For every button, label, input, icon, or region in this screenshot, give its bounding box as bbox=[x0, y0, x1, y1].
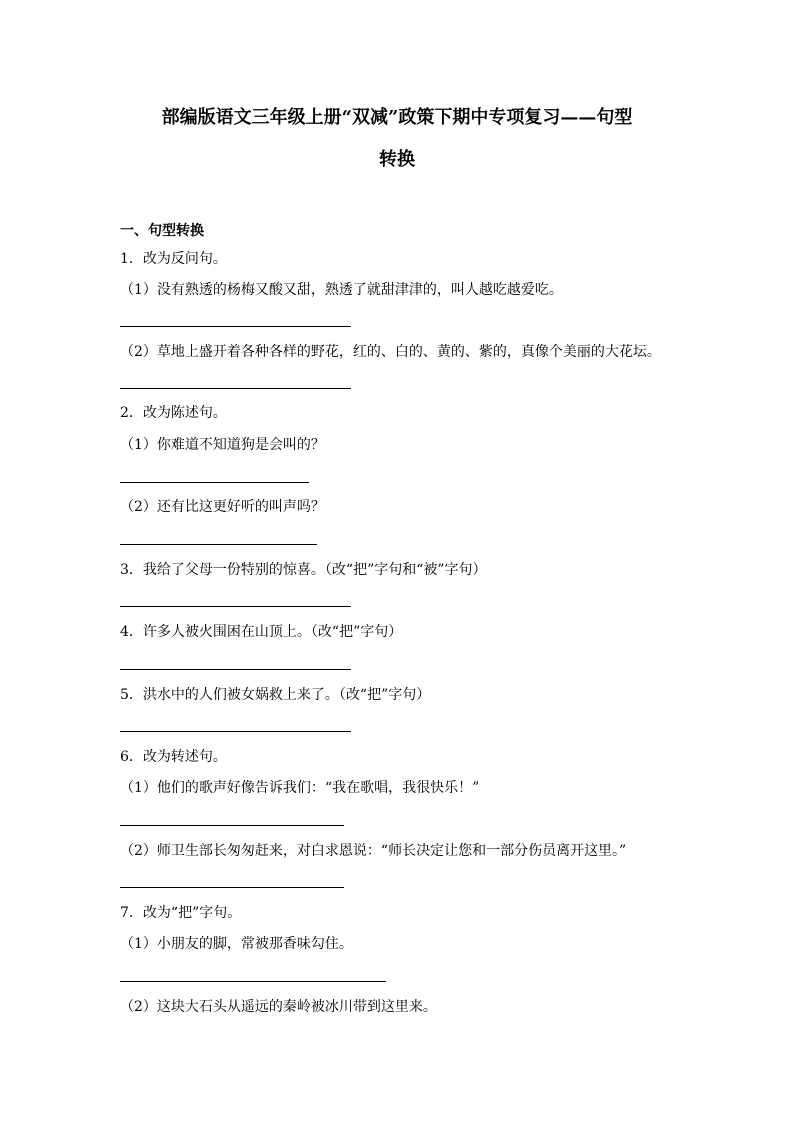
answer-line-2-2[interactable] bbox=[120, 544, 317, 545]
page-title-line-1: 部编版语文三年级上册“双减”政策下期中专项复习——句型 bbox=[161, 107, 633, 128]
question-4-stem: 4．许多人被火围困在山顶上。（改“把”字句） bbox=[120, 624, 403, 640]
answer-line-6-2[interactable] bbox=[120, 887, 344, 888]
answer-line-4[interactable] bbox=[120, 669, 351, 670]
question-1-sub-2: （2）草地上盛开着各种各样的野花，红的、白的、黄的、紫的，真像个美丽的大花坛。 bbox=[120, 344, 661, 360]
question-5-stem: 5．洪水中的人们被女娲救上来了。（改“把”字句） bbox=[120, 687, 431, 703]
question-2-sub-2: （2）还有比这更好听的叫声吗？ bbox=[120, 499, 325, 515]
answer-line-1-1[interactable] bbox=[120, 326, 351, 327]
answer-line-5[interactable] bbox=[120, 731, 351, 732]
question-2-sub-1: （1）你难道不知道狗是会叫的？ bbox=[120, 437, 325, 453]
answer-line-7-1[interactable] bbox=[120, 981, 386, 982]
question-6-stem: 6．改为转述句。 bbox=[120, 749, 227, 765]
answer-line-3[interactable] bbox=[120, 606, 351, 607]
question-6-sub-1: （1）他们的歌声好像告诉我们：“我在歌唱，我很快乐！” bbox=[120, 780, 480, 796]
question-6-sub-2: （2）师卫生部长匆匆赶来，对白求恩说：“师长决定让您和一部分伤员离开这里。” bbox=[120, 843, 627, 859]
question-7-sub-1: （1）小朋友的脚，常被那香味勾住。 bbox=[120, 936, 353, 952]
question-1-sub-1: （1）没有熟透的杨梅又酸又甜，熟透了就甜津津的，叫人越吃越爱吃。 bbox=[120, 282, 563, 298]
answer-line-6-1[interactable] bbox=[120, 825, 344, 826]
answer-line-1-2[interactable] bbox=[120, 388, 351, 389]
question-7-sub-2: （2）这块大石头从遥远的秦岭被冰川带到这里来。 bbox=[120, 999, 437, 1015]
question-7-stem: 7．改为“把”字句。 bbox=[120, 905, 242, 921]
answer-line-2-1[interactable] bbox=[120, 482, 309, 483]
page-title-line-2: 转换 bbox=[379, 149, 415, 170]
question-3-stem: 3．我给了父母一份特别的惊喜。（改“把”字句和“被”字句） bbox=[120, 562, 487, 578]
question-1-stem: 1．改为反问句。 bbox=[120, 251, 227, 267]
section-heading: 一、句型转换 bbox=[120, 223, 204, 239]
question-2-stem: 2．改为陈述句。 bbox=[120, 405, 227, 421]
